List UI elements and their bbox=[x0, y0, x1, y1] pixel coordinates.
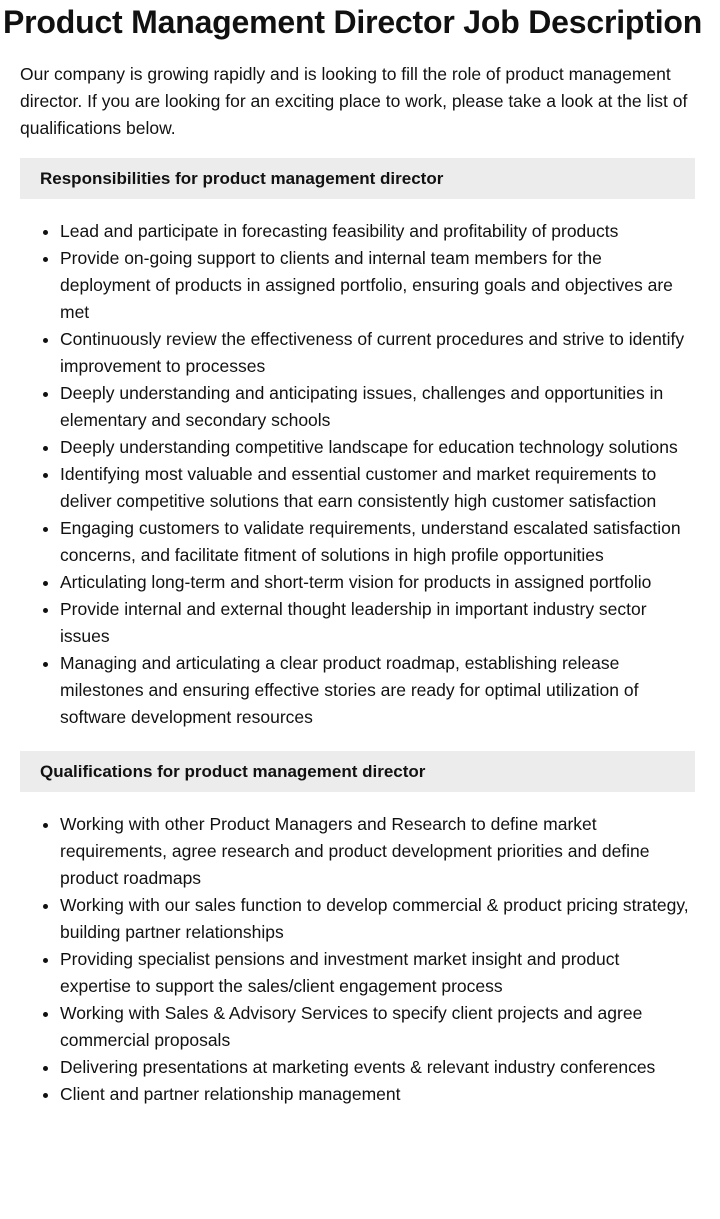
list-item: • Working with other Product Managers and Research to define market requirements, agree research and product development priorities and define product roadmaps bbox=[60, 811, 695, 892]
list-item: • Working with our sales function to develop commercial & product pricing strategy, building partner relationships bbox=[60, 892, 695, 946]
list-item: • Lead and participate in forecasting feasibility and profitability of products bbox=[60, 218, 695, 245]
list-item: • Identifying most valuable and essential customer and market requirements to deliver competitive solutions that earn consistently high customer satisfaction bbox=[60, 461, 695, 515]
list-item: • Provide on-going support to clients and internal team members for the deployment of products in assigned portfolio, ensuring goals and objectives are met bbox=[60, 245, 695, 326]
intro-paragraph: Our company is growing rapidly and is looking to fill the role of product management director. If you are looking for an exciting place to work, please take a look at the list of qualifications below. bbox=[20, 64, 688, 138]
list-item: • Deeply understanding competitive landscape for education technology solutions bbox=[60, 434, 695, 461]
list-item: • Engaging customers to validate requirements, understand escalated satisfaction concerns, and facilitate fitment of solutions in high profile opportunities bbox=[60, 515, 695, 569]
list-item: • Articulating long-term and short-term vision for products in assigned portfolio bbox=[60, 569, 695, 596]
list-item: • Managing and articulating a clear product roadmap, establishing release milestones and ensuring effective stories are ready for optimal utilization of software development resources bbox=[60, 650, 695, 731]
responsibilities-heading: Responsibilities for product management director bbox=[20, 158, 695, 199]
qualifications-heading: Qualifications for product management director bbox=[20, 751, 695, 792]
list-item: • Working with Sales & Advisory Services to specify client projects and agree commercial proposals bbox=[60, 1000, 695, 1054]
list-item: • Providing specialist pensions and investment market insight and product expertise to support the sales/client engagement process bbox=[60, 946, 695, 1000]
list-item: • Delivering presentations at marketing events & relevant industry conferences bbox=[60, 1054, 695, 1081]
list-item: • Continuously review the effectiveness of current procedures and strive to identify improvement to processes bbox=[60, 326, 695, 380]
list-item: • Deeply understanding and anticipating issues, challenges and opportunities in elementary and secondary schools bbox=[60, 380, 695, 434]
page-title: Product Management Director Job Description bbox=[3, 4, 703, 40]
list-item: • Provide internal and external thought leadership in important industry sector issues bbox=[60, 596, 695, 650]
qualifications-list bbox=[20, 811, 695, 1108]
list-item: • Client and partner relationship management bbox=[60, 1081, 695, 1108]
responsibilities-list bbox=[20, 218, 695, 731]
